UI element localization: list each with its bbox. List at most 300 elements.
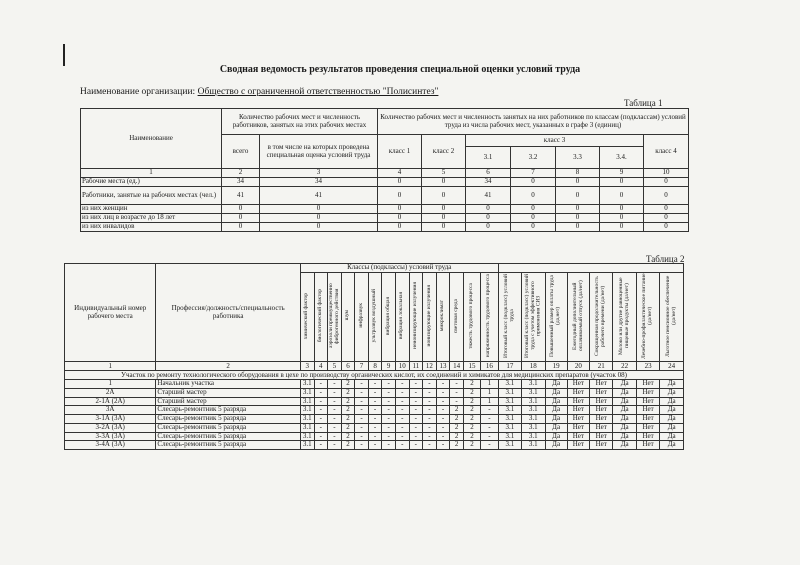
t2-col-number: 9 (382, 362, 396, 371)
t2-vheader-text: ультразвук воздушный (371, 289, 378, 343)
t1-cell: 0 (511, 205, 556, 214)
t2-cell: - (314, 389, 328, 398)
t2-cell: - (436, 415, 450, 424)
t2-cell: - (382, 380, 396, 389)
t2-col-number: 8 (368, 362, 382, 371)
t1-cell: 0 (422, 187, 466, 205)
t2-cell: - (382, 432, 396, 441)
t2-row-prof: Старший мастер (156, 397, 301, 406)
t2-cell: Да (613, 415, 636, 424)
t1-cell: 0 (222, 214, 260, 223)
t2-col-number: 11 (409, 362, 423, 371)
t2-cell: Да (660, 423, 684, 432)
t2-cell: 3.1 (300, 380, 314, 389)
t2-vheader-text: аэрозоли преимущественно фиброгенного действия (328, 283, 340, 349)
t2-cell: Нет (589, 415, 612, 424)
t2-col-number: 10 (395, 362, 409, 371)
t1-number-row (81, 169, 689, 178)
t2-cell: - (481, 441, 498, 450)
table1 (80, 108, 689, 232)
t2-vheader-text: Итоговый класс (подкласс) условий труда (503, 273, 515, 358)
t2-vheader (409, 272, 423, 362)
t2-row (65, 415, 684, 424)
t2-cell: 2 (450, 423, 464, 432)
t2-vheader (545, 272, 567, 362)
t2-cell: Да (613, 406, 636, 415)
t2-cell: - (368, 406, 382, 415)
t2-cell: - (355, 432, 369, 441)
t2-row (65, 441, 684, 450)
t2-col-number: 1 (65, 362, 156, 371)
t2-cell: - (328, 406, 342, 415)
t2-vheader-text: Итоговый класс (подкласс) условий труда с учетом эффективного применения СИЗ (523, 273, 542, 358)
t2-cell: 3.1 (498, 432, 521, 441)
t1-header-count: Количество рабочих мест и численность работников, занятых на этих рабочих местах (222, 109, 378, 135)
t2-cell: - (355, 397, 369, 406)
t2-cell: - (450, 380, 464, 389)
t1-cell: 0 (600, 187, 644, 205)
t2-cell: Да (545, 397, 567, 406)
t2-cell: - (314, 380, 328, 389)
t2-cell: 2 (341, 380, 355, 389)
t1-row-name: Рабочие места (ед.) (81, 178, 222, 187)
t2-cell: Нет (567, 432, 589, 441)
t1-cell: 0 (600, 214, 644, 223)
t2-cell: - (355, 380, 369, 389)
t2-cell: Да (613, 441, 636, 450)
t2-cell: - (423, 423, 437, 432)
t2-row-id: 2-1А (2А) (65, 397, 156, 406)
t2-cell: 2 (463, 389, 480, 398)
t2-row-id: 3-1А (3А) (65, 415, 156, 424)
t2-cell: - (382, 415, 396, 424)
t2-cell: Нет (589, 432, 612, 441)
t2-cell: Нет (636, 432, 659, 441)
t1-cell: 0 (378, 187, 422, 205)
t1-cell: 34 (466, 178, 511, 187)
t2-vheader (463, 272, 480, 362)
binding-mark (63, 44, 65, 66)
t2-number-row (65, 362, 684, 371)
t1-col-number: 2 (222, 169, 260, 178)
t2-row-prof: Старший мастер (156, 389, 301, 398)
t2-cell: Да (545, 389, 567, 398)
t2-cell: Нет (636, 380, 659, 389)
t1-header-31: 3.1 (466, 147, 511, 169)
t1-col-number: 4 (378, 169, 422, 178)
t2-vheader (314, 272, 328, 362)
t2-row-prof: Начальник участка (156, 380, 301, 389)
t1-cell: 0 (511, 178, 556, 187)
t1-cell: 0 (466, 223, 511, 232)
table2 (64, 263, 684, 450)
t2-cell: - (409, 406, 423, 415)
t2-cell: Да (660, 432, 684, 441)
t2-vheader (368, 272, 382, 362)
t2-cell: - (409, 432, 423, 441)
t2-cell: - (355, 389, 369, 398)
t2-cell: Да (545, 441, 567, 450)
t1-cell: 0 (422, 223, 466, 232)
t2-cell: 3.1 (522, 415, 545, 424)
t2-row (65, 432, 684, 441)
t1-cell: 0 (222, 205, 260, 214)
t2-cell: - (423, 432, 437, 441)
t2-cell: Нет (567, 441, 589, 450)
t2-cell: Нет (567, 423, 589, 432)
org-name: Общество с ограниченной ответственностью "Полисинтез" (197, 87, 439, 97)
t2-vheader (567, 272, 589, 362)
t2-cell: Да (660, 415, 684, 424)
t2-vheader (481, 272, 498, 362)
t2-vheader-text: Лечебно-профилактическое питание (да/нет) (641, 272, 654, 359)
t1-row (81, 178, 689, 187)
t2-col-number: 2 (156, 362, 301, 371)
t2-vheader-text: Льготное пенсионное обеспечение (да/нет) (664, 275, 677, 357)
t2-cell: 2 (450, 441, 464, 450)
t1-cell: 0 (600, 178, 644, 187)
t1-cell: 0 (511, 223, 556, 232)
t2-cell: 3.1 (522, 423, 545, 432)
t1-header-c4: класс 4 (644, 135, 689, 169)
t2-cell: - (409, 441, 423, 450)
t2-cell: - (436, 432, 450, 441)
t2-cell: - (395, 380, 409, 389)
t2-cell: 2 (463, 441, 480, 450)
t2-cell: 2 (341, 406, 355, 415)
t2-vheader-text: химический фактор (303, 292, 310, 339)
t2-cell: 2 (463, 432, 480, 441)
t2-col-number: 21 (589, 362, 612, 371)
t2-row-id: 3А (65, 406, 156, 415)
t2-cell: - (368, 441, 382, 450)
org-label: Наименование организации: (80, 87, 196, 97)
t2-cell: - (328, 432, 342, 441)
t2-cell: - (314, 432, 328, 441)
t2-cell: - (314, 441, 328, 450)
t1-cell: 0 (378, 205, 422, 214)
t2-cell: - (409, 397, 423, 406)
t2-cell: - (368, 432, 382, 441)
t2-vheader-text: Повышенный размер оплаты труда (да,нет) (549, 274, 562, 357)
t2-cell: Да (545, 423, 567, 432)
t1-header-classes: Количество рабочих мест и численность занятых на них работников по классам (подклассам) условий труда из числа рабочих мест, указанных в графе 3 (единиц) (378, 109, 689, 135)
t2-cell: - (481, 415, 498, 424)
t2-cell: 3.1 (498, 441, 521, 450)
t2-col-number: 17 (498, 362, 521, 371)
t2-cell: Нет (636, 441, 659, 450)
t2-cell: Нет (589, 389, 612, 398)
t2-row-prof: Слесарь-ремонтник 5 разряда (156, 423, 301, 432)
t1-cell: 0 (378, 178, 422, 187)
t2-row-id: 2А (65, 389, 156, 398)
t2-row (65, 389, 684, 398)
t2-cell: - (328, 380, 342, 389)
t2-cell: Нет (589, 406, 612, 415)
t1-cell: 0 (422, 205, 466, 214)
t2-cell: Да (545, 406, 567, 415)
t1-row (81, 187, 689, 205)
t2-cell: - (423, 380, 437, 389)
t1-cell: 0 (644, 205, 689, 214)
t2-vheader (300, 272, 314, 362)
t2-cell: - (423, 415, 437, 424)
t2-cell: 1 (481, 389, 498, 398)
t1-col-number: 6 (466, 169, 511, 178)
t2-col-number: 15 (463, 362, 480, 371)
t2-cell: 3.1 (300, 415, 314, 424)
t1-header-34: 3.4. (600, 147, 644, 169)
t2-col-number: 3 (300, 362, 314, 371)
t2-cell: - (409, 415, 423, 424)
t1-cell: 0 (466, 205, 511, 214)
t2-col-number: 5 (328, 362, 342, 371)
t2-cell: - (382, 389, 396, 398)
t2-vheader-text: тяжесть трудового процесса (468, 282, 475, 349)
t2-vheader (522, 272, 545, 362)
t2-cell: - (395, 423, 409, 432)
t2-cell: - (382, 441, 396, 450)
t2-cell: Да (613, 380, 636, 389)
t2-cell: - (368, 423, 382, 432)
t2-cell: 3.1 (300, 406, 314, 415)
t2-cell: - (409, 380, 423, 389)
t2-cell: 1 (481, 397, 498, 406)
t2-vheader-text: Ежегодный дополнительный оплачиваемый отпуск (да/нет) (571, 280, 584, 352)
t2-vheader (382, 272, 396, 362)
t2-cell: 2 (450, 415, 464, 424)
t2-row-prof: Слесарь-ремонтник 5 разряда (156, 441, 301, 450)
t1-cell: 0 (600, 223, 644, 232)
t2-cell: 3.1 (498, 423, 521, 432)
t2-cell: Нет (636, 406, 659, 415)
t2-cell: - (395, 406, 409, 415)
t2-cell: - (395, 441, 409, 450)
t1-cell: 0 (260, 205, 378, 214)
t2-vheader (660, 272, 684, 362)
t2-cell: 3.1 (300, 389, 314, 398)
t2-cell: - (314, 415, 328, 424)
t2-col-number: 7 (355, 362, 369, 371)
t2-cell: - (395, 389, 409, 398)
t2-vheader-text: вибрация локальная (398, 292, 405, 340)
t2-cell: - (382, 423, 396, 432)
t1-cell: 0 (644, 178, 689, 187)
t2-cell: - (436, 406, 450, 415)
t2-cell: - (481, 406, 498, 415)
t2-cell: Нет (589, 423, 612, 432)
t2-cell: - (368, 397, 382, 406)
t1-col-number: 3 (260, 169, 378, 178)
t1-cell: 0 (556, 178, 600, 187)
t2-cell: Да (660, 441, 684, 450)
t2-vheader-text: микроклимат (439, 300, 446, 332)
t2-col-number: 23 (636, 362, 659, 371)
t2-cell: 2 (341, 389, 355, 398)
t1-row (81, 223, 689, 232)
t2-col-number: 6 (341, 362, 355, 371)
t2-section-row (65, 371, 684, 380)
t2-cell: Нет (567, 389, 589, 398)
t2-col-number: 16 (481, 362, 498, 371)
t1-col-number: 8 (556, 169, 600, 178)
t1-cell: 41 (466, 187, 511, 205)
t2-col-number: 22 (613, 362, 636, 371)
t2-cell: - (436, 397, 450, 406)
t1-col-number: 10 (644, 169, 689, 178)
t1-header-name: Наименование (81, 109, 222, 169)
t1-col-number: 1 (81, 169, 222, 178)
t2-vheader (423, 272, 437, 362)
t2-cell: - (328, 423, 342, 432)
t2-cell: - (368, 389, 382, 398)
t2-header-classes: Классы (подклассы) условий труда (300, 264, 498, 273)
t1-cell: 0 (556, 187, 600, 205)
t2-cell: 2 (341, 441, 355, 450)
t2-cell: - (382, 406, 396, 415)
t2-section-title: Участок по ремонту технологического оборудования в цехе по производству органических кислот, их соединений и химикатов для медицинских препаратов (участок 08) (65, 371, 684, 380)
t2-cell: 2 (341, 415, 355, 424)
t2-row-id: 1 (65, 380, 156, 389)
t2-row (65, 423, 684, 432)
t1-header-c1: класс 1 (378, 135, 422, 169)
t1-cell: 41 (260, 187, 378, 205)
t2-cell: - (423, 397, 437, 406)
t2-vheader (395, 272, 409, 362)
t2-row-id: 3-4А (3А) (65, 441, 156, 450)
t2-vheader-text: ионизирующие излучения (425, 284, 432, 347)
t2-cell: - (314, 423, 328, 432)
t2-cell: 3.1 (522, 389, 545, 398)
organization-line (80, 87, 438, 97)
t2-col-number: 12 (423, 362, 437, 371)
t2-cell: - (328, 397, 342, 406)
t2-cell: - (355, 423, 369, 432)
t2-cell: 2 (463, 380, 480, 389)
t2-cell: 2 (341, 423, 355, 432)
t2-cell: 3.1 (300, 432, 314, 441)
t1-cell: 0 (466, 214, 511, 223)
t2-vheader (355, 272, 369, 362)
t2-cell: - (409, 389, 423, 398)
t2-vheader-text: напряженность трудового процесса (485, 274, 492, 358)
t2-vheader (498, 272, 521, 362)
t2-cell: 2 (450, 432, 464, 441)
t1-cell: 0 (644, 214, 689, 223)
t2-cell: 3.1 (522, 432, 545, 441)
t2-cell: 3.1 (522, 380, 545, 389)
t2-cell: 3.1 (300, 423, 314, 432)
t1-cell: 34 (260, 178, 378, 187)
t1-cell: 0 (260, 223, 378, 232)
t2-cell: Да (660, 380, 684, 389)
t2-cell: Нет (567, 397, 589, 406)
t2-cell: Нет (636, 389, 659, 398)
t1-cell: 0 (511, 187, 556, 205)
t2-cell: - (423, 389, 437, 398)
t2-cell: - (436, 441, 450, 450)
t2-cell: - (368, 415, 382, 424)
table2-caption: Таблица 2 (646, 254, 685, 264)
t2-cell: - (436, 380, 450, 389)
t2-vheader-text: инфразвук (357, 303, 364, 329)
document-title: Сводная ведомость результатов проведения специальной оценки условий труда (219, 64, 581, 75)
t2-cell: Нет (589, 397, 612, 406)
t1-header-c2: класс 2 (422, 135, 466, 169)
t2-cell: - (328, 441, 342, 450)
t2-cell: 3.1 (522, 397, 545, 406)
t2-header-id: Индивидуальный номер рабочего места (65, 264, 156, 362)
t2-vheader (328, 272, 342, 362)
t1-col-number: 7 (511, 169, 556, 178)
t2-row-id: 3-2А (3А) (65, 423, 156, 432)
t1-cell: 0 (222, 223, 260, 232)
t2-cell: 3.1 (522, 406, 545, 415)
t2-col-number: 19 (545, 362, 567, 371)
t2-vheader-text: Молоко или другие равноценные пищевые продукты (да/нет) (617, 276, 630, 355)
t2-vheader-text: Сокращенная продолжительность рабочего времени (да/нет) (594, 275, 607, 356)
t2-cell: - (423, 441, 437, 450)
t2-cell: - (481, 423, 498, 432)
t2-cell: Да (613, 432, 636, 441)
t1-header-32: 3.2 (511, 147, 556, 169)
t2-row (65, 397, 684, 406)
t2-cell: Нет (567, 415, 589, 424)
t2-col-number: 20 (567, 362, 589, 371)
t2-vheader (450, 272, 464, 362)
t1-row-name: из них инвалидов (81, 223, 222, 232)
t2-cell: - (314, 406, 328, 415)
t2-vheader (613, 272, 636, 362)
t2-cell: Нет (636, 415, 659, 424)
t2-cell: 2 (463, 415, 480, 424)
t1-cell: 34 (222, 178, 260, 187)
t2-cell: Нет (567, 380, 589, 389)
t1-cell: 0 (378, 223, 422, 232)
t2-cell: - (450, 389, 464, 398)
t2-cell: - (395, 432, 409, 441)
t1-row (81, 205, 689, 214)
t2-cell: Нет (636, 397, 659, 406)
t1-cell: 0 (600, 205, 644, 214)
t2-vheader-text: световая среда (452, 298, 459, 333)
t2-cell: Нет (589, 441, 612, 450)
t2-cell: - (423, 406, 437, 415)
t2-row-prof: Слесарь-ремонтник 5 разряда (156, 432, 301, 441)
t1-header-incl: в том числе на которых проведена специальная оценка условий труда (260, 135, 378, 169)
t2-cell: Нет (636, 423, 659, 432)
t2-cell: Да (613, 423, 636, 432)
t2-cell: 3.1 (498, 389, 521, 398)
t2-row (65, 406, 684, 415)
t2-vheader (436, 272, 450, 362)
t2-cell: - (450, 397, 464, 406)
t2-cell: - (395, 415, 409, 424)
t2-row-id: 3-3А (3А) (65, 432, 156, 441)
t2-cell: Да (660, 406, 684, 415)
t1-cell: 0 (511, 214, 556, 223)
t2-vheader (341, 272, 355, 362)
t2-cell: Да (545, 380, 567, 389)
t2-col-number: 4 (314, 362, 328, 371)
t2-cell: 3.1 (498, 415, 521, 424)
t2-cell: 2 (463, 423, 480, 432)
t2-cell: - (355, 415, 369, 424)
t2-col-number: 24 (660, 362, 684, 371)
t2-row-prof: Слесарь-ремонтник 5 разряда (156, 406, 301, 415)
t2-cell: Да (545, 432, 567, 441)
t2-header-blank (498, 264, 683, 273)
